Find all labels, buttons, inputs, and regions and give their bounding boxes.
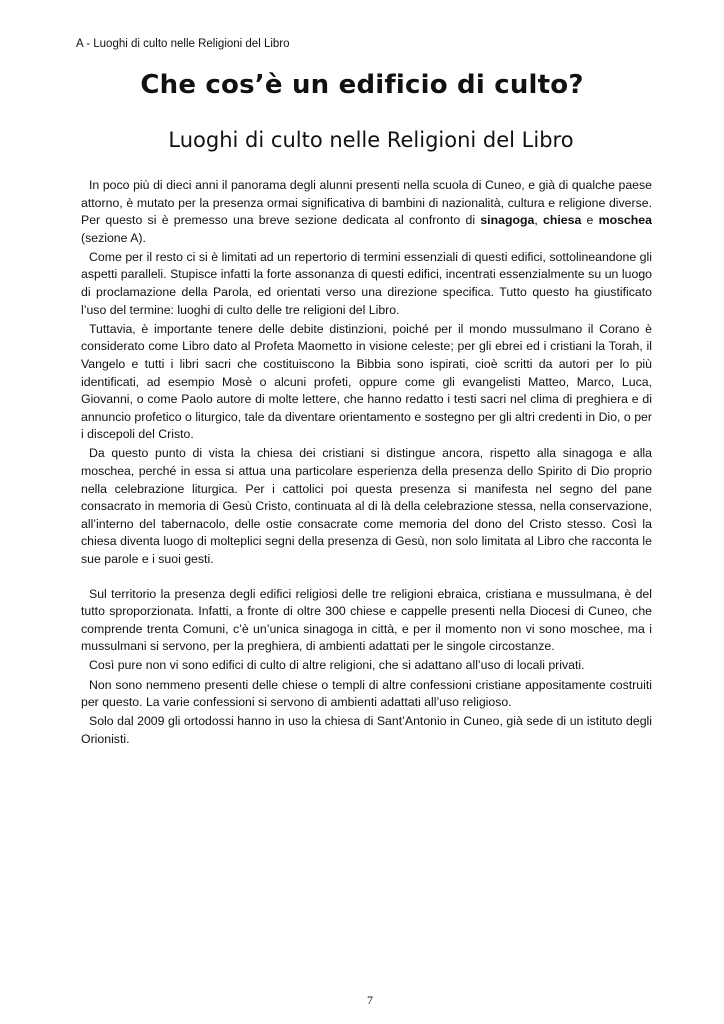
separator: e	[581, 213, 599, 228]
paragraph-intro-text: In poco più di dieci anni il panorama degli alunni presenti nella scuola di Cuneo, e già di qualche paese attorno, è mutato per la presenza ormai significativa di bambini di nazionalità, cultura e religione diverse. Per questo si è premesso una breve sezione dedicata al confronto di	[81, 178, 652, 228]
paragraph-other-religions: Così pure non vi sono edifici di culto di altre religioni, che si adattano all’uso di locali privati.	[89, 658, 585, 673]
separator: ,	[534, 213, 543, 228]
page-number: 7	[367, 993, 373, 1007]
term-sinagoga: sinagoga	[480, 213, 535, 228]
term-chiesa: chiesa	[543, 213, 582, 228]
paragraph-distinctions: Tuttavia, è importante tenere delle debite distinzioni, poiché per il mondo mussulmano il Corano è considerato come Libro dato al Profeta Maometto in visione celeste; per gli ebrei ed i cristiani la Torah, il Vangelo e tutti i libri sacri che costituiscono la Bibbia sono ispirati, cioè scritti da autori per lo più identificati, ad esempio Mosè o alcuni profeti, oppure come gli evangelisti Matteo, Marco, Luca, Giovanni, o come Paolo autore di molte lettere, che hanno redatto i testi sacri nel clima di preghiera e di annuncio profetico o liturgico, tale da diventare orientamento e sostegno per gli altri credenti in Dio, o per i discepoli del Cristo.	[81, 321, 652, 442]
term-moschea: moschea	[598, 213, 652, 228]
body-text	[81, 177, 652, 750]
paragraph-intro	[81, 177, 652, 247]
page-subtitle: Luoghi di culto nelle Religioni del Libro	[168, 128, 574, 152]
paragraph-orthodox: Solo dal 2009 gli ortodossi hanno in uso la chiesa di Sant’Antonio in Cuneo, già sede di un istituto degli Orionisti.	[81, 714, 652, 746]
paragraph-church: Da questo punto di vista la chiesa dei cristiani si distingue ancora, rispetto alla sinagoga e alla moschea, perché in essa si attua una particolare esperienza della presenza dello Spirito di Dio proprio nella celebrazione liturgica. Per i cattolici poi questa presenza si manifesta nel segno del pane consacrato in memoria di Gesù Cristo, continuata al di là della celebrazione stessa, nella conservazione, all’interno del tabernacolo, delle ostie consacrate come memoria del dono del Cristo stesso. Così la chiesa diventa luogo di molteplici segni della presenza di Gesù, non solo limitata al Libro che racconta le sue parole e i suoi gesti.	[81, 446, 652, 566]
page-title: Che cos’è un edificio di culto?	[140, 70, 584, 100]
running-header: A - Luoghi di culto nelle Religioni del Libro	[76, 38, 290, 50]
paragraph-territory: Sul territorio la presenza degli edifici religiosi delle tre religioni ebraica, cristiana e mussulmana, è del tutto sproporzionata. Infatti, a fronte di oltre 300 chiese e cappelle presenti nella Diocesi di Cuneo, che comprende trenta Comuni, c’è un’unica sinagoga in città, e per il momento non vi sono moschee, ma i mussulmani si servono, per la preghiera, di ambienti adattati per le singole circostanze.	[81, 586, 652, 654]
paragraph-intro-end: (sezione A).	[81, 230, 146, 245]
paragraph-terminology: Come per il resto ci si è limitati ad un repertorio di termini essenziali di questi edifici, sottolineandone gli aspetti paralleli. Stupisce infatti la forte assonanza di questi edifici, incentrati essenzialmente su un luogo di proclamazione della Parola, ed orientati verso una direzione specifica. Tutto questo ha giustificato l’uso del termine: luoghi di culto delle tre religioni del Libro.	[81, 249, 652, 317]
paragraph-other-confessions: Non sono nemmeno presenti delle chiese o templi di altre confessioni cristiane appositamente costruiti per questo. La varie confessioni si servono di ambienti adattati all’uso religioso.	[81, 677, 652, 710]
